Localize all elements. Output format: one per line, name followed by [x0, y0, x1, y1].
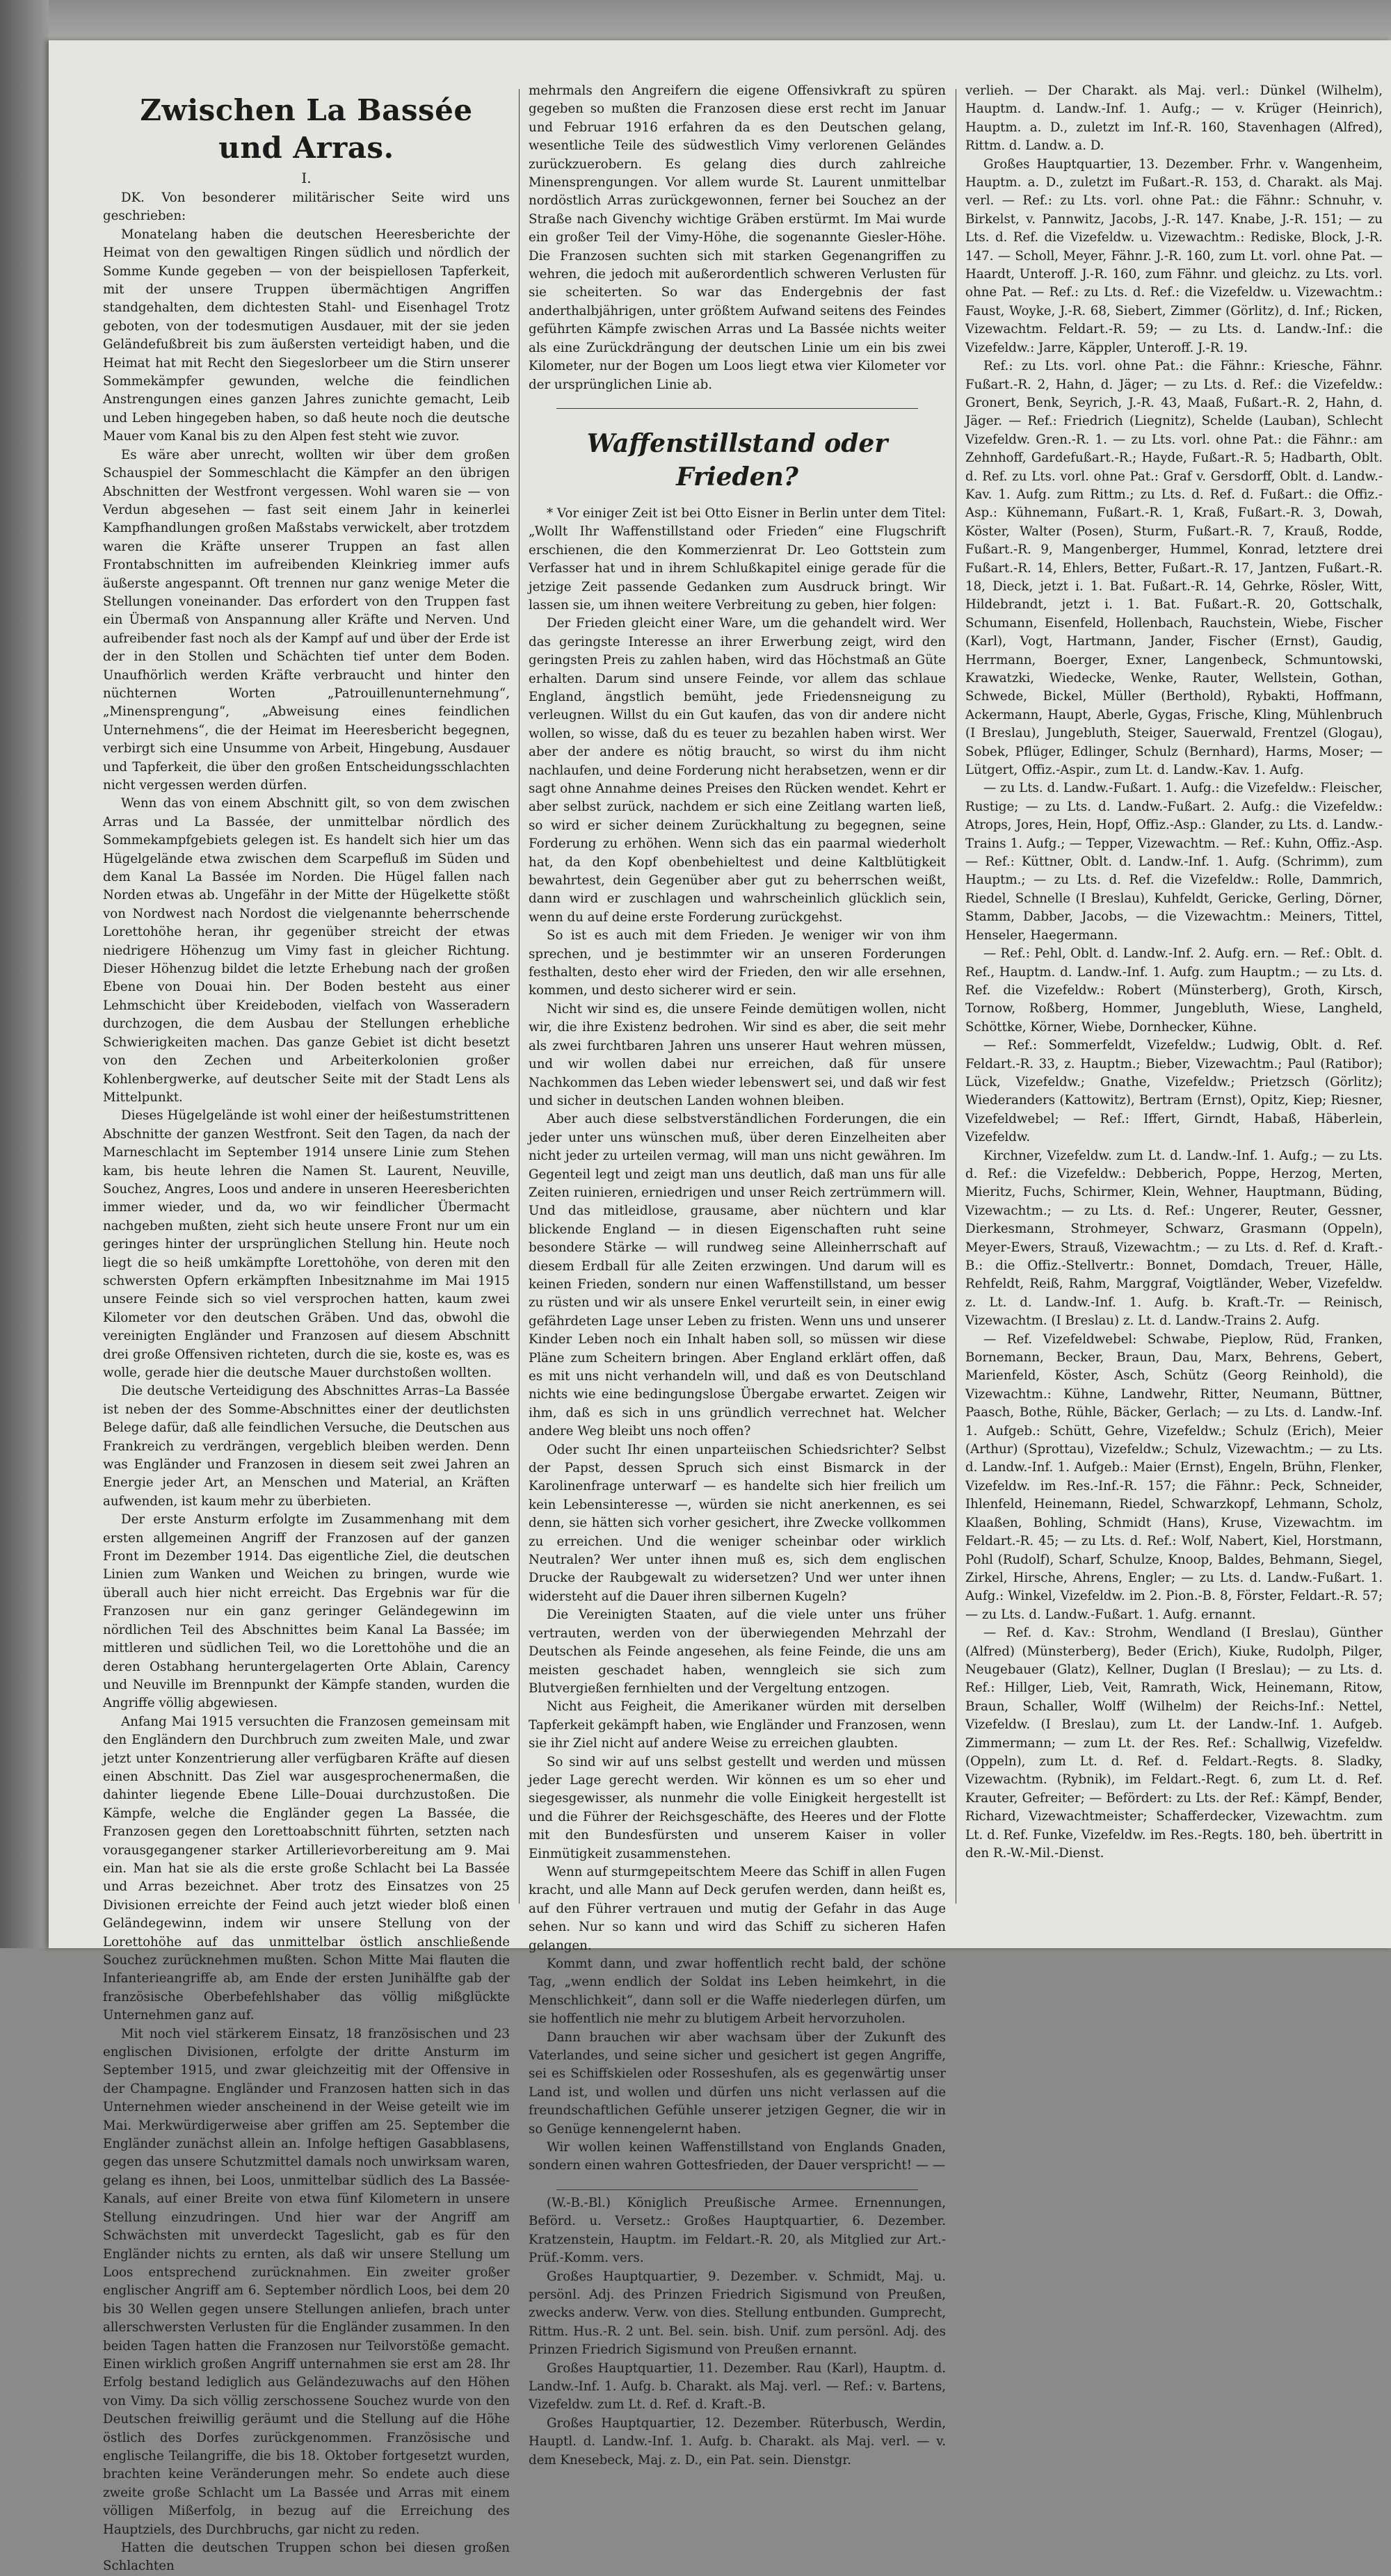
- paragraph: Hatten die deutschen Truppen schon bei diesen großen Schlachten: [103, 2541, 510, 2574]
- paragraph: Wenn auf sturmgepeitschtem Meere das Schiff in allen Fugen kracht, und alle Mann auf Deck gerufen werden, dann heißt es, auf den Führer vertrauen und mutig der Gefahr in das Auge sehen. Nur so kann und wird das Schiff zu sicheren Hafen gelangen.: [529, 1864, 946, 1953]
- column-middle: [529, 82, 946, 2468]
- military-notice: Ref.: zu Lts. vorl. ohne Pat.: die Fähnr.: Kriesche, Fähnr. Fußart.-R. 2, Hahn, d. Jäger; — zu Lts. d. Ref.: die Vizefeldw.: Gronert, Benk, Seyrich, J.-R. 43, Maaß, Fußart.-R. 2, Hahn, d. Jäger. — Ref.: Friedrich (Liegnitz), Schelde (Lauban), Schlecht Vizefeldw. Gren.-R. 1. — zu Lts. vorl. ohne Pat.: die Fähnr.: am Zehnhoff, Gardefußart.-R.; Hayde, Fußart.-R. 5; Hadbarth, Oblt. d. Ref. zu Lts. vorl. ohne Pat.: Graf v. Gersdorff, Oblt. d. Landw.-Kav. 1. Aufg. zum Rittm.; zu Lts. d. Ref. d. Fußart.: die Offiz.-Asp.: Kühnemann, Fußart.-R. 1, Kraß, Fußart.-R. 3, Dowah, Köster, Walter (Posen), Sturm, Fußart.-R. 7, Krauß, Rodde, Fußart.-R. 9, Mangenberger, Hummel, Konrad, letztere drei Fußart.-R. 14, Ehlers, Better, Fußart.-R. 17, Jantzen, Fußart.-R. 18, Dieck, jetzt i. 1. Bat. Fußart.-R. 14, Gehrke, Rösler, Witt, Hildebrandt, jetzt i. 1. Bat. Fußart.-R. 20, Gottschalk, Schumann, Eisenfeld, Hollenbach, Rauchstein, Wiebe, Fischer (Karl), Vogt, Hartmann, Jander, Fischer (Ernst), Gaudig, Herrmann, Boerger, Exner, Langenbeck, Schmuntowski, Krawatzki, Wiedecke, Wenke, Rauter, Wellstein, Gothan, Schwede, Bickel, Müller (Berthold), Rybakti, Hoffmann, Ackermann, Haupt, Aberle, Gygas, Frische, Kling, Mühlenbruch (I Breslau), Jungebluth, Steiger, Sauerwald, Frentzel (Glogau), Sobek, Pflüger, Edlinger, Schulz (Bernhard), Harms, Moser; — Lütgert, Offiz.-Aspir., zum Lt. d. Landw.-Kav. 1. Aufg.: [965, 359, 1383, 778]
- paragraph-continued: mehrmals den Angreifern die eigene Offensivkraft zu spüren gegeben so mußten die Franzosen diese erst recht im Januar und Februar 1916 erfahren da es den Deutschen gelang, wesentliche Teile des südwestlich Vimy verlorenen Geländes zurückzuerobern. Es gelang dies durch zahlreiche Minensprengungen. Vor allem wurde St. Laurent unmittelbar nordöstlich Arras zurückgewonnen, ferner bei Souchez an der Straße nach Givenchy wichtige Gräben erstürmt. Im Mai wurde ein großer Teil der Vimy-Höhe, die sogenannte Giesler-Höhe. Die Franzosen suchten sich mit starken Gegenangriffen zu wehren, die jedoch mit außerordentlich schweren Verlusten für sie scheiterten. So war das Endergebnis der fast anderthalbjährigen, unter größtem Aufwand seitens des Feindes geführten Kämpfe zwischen Arras und La Bassée nichts weiter als eine Zurückdrängung der deutschen Linie um ein bis zwei Kilometer, nur der Bogen um Loos liegt etwa vier Kilometer vor der ursprünglichen Linie ab.: [529, 83, 946, 392]
- paragraph: Kommt dann, und zwar hoffentlich recht bald, der schöne Tag, „wenn endlich der Soldat ins Leben heimkehrt, in die Menschlichkeit“, dann soll er die Waffe niederlegen dürfen, um sie hoffentlich nie mehr zu blutigem Arbeit hervorzuholen.: [529, 1957, 946, 2027]
- column-rule: [519, 89, 520, 1904]
- military-notice: (W.-B.-Bl.) Königlich Preußische Armee. Ernennungen, Beförd. u. Versetz.: Großes Hauptquartier, 6. Dezember. Kratzenstein, Hauptm. im Feldart.-R. 20, als Mitglied zur Art.-Prüf.-Komm. vers.: [529, 2195, 946, 2266]
- paragraph: Mit noch viel stärkerem Einsatz, 18 französischen und 23 englischen Divisionen, erfolgte der dritte Ansturm im September 1915, und zwar gleichzeitig mit der Offensive in der Champagne. Engländer und Franzosen hatten sich in das Unternehmen wieder anscheinend in der Weise geteilt wie im Mai. Merkwürdigerweise aber griffen am 25. September die Engländer zunächst allein an. Infolge heftigen Gasabblasens, gegen das unsere Schutzmittel damals noch unwirksam waren, gelang es ihnen, bei Loos, unmittelbar südlich des La Bassée-Kanals, auf einer Breite von etwa fünf Kilometern in unsere Stellung einzudringen. Und hier war der Angriff am Schwächsten mit unverdeckt Tageslicht, gab es für den Engländer nichts zu ernten, als daß wir unsere Stellung um Loos entsprechend zurücknahmen. Ein zweiter großer englischer Angriff am 6. September nördlich Loos, bei dem 20 bis 30 Wellen gegen unsere Stellungen anliefen, brach unter allerschwersten Verlusten für die Engländer zusammen. In den beiden Tagen hatten die Franzosen nur Teilvorstöße gemacht. Einen wirklich großen Angriff unternahmen sie erst am 28. Ihr Erfolg bestand lediglich aus Geländezuwachs auf den Höhen von Vimy. Da sich völlig zerschossene Souchez wurde von den Deutschen freiwillig geräumt und die Stellung auf die Höhe östlich des Dorfes zurückgenommen. Französische und englische Teilangriffe, die bis 18. Oktober fortgesetzt wurden, brachten keine Veränderungen mehr. So endete auch diese zweite große Schlacht um La Bassée und Arras mit einem völligen Mißerfolg, in bezug auf die Erreichung des Hauptziels, des Durchbruchs, gar nicht zu reden.: [103, 2026, 510, 2537]
- military-notice: — Ref. d. Kav.: Strohm, Wendland (I Breslau), Günther (Alfred) (Münsterberg), Beder (Erich), Kiuke, Rudolph, Pilger, Neugebauer (Glatz), Kellner, Duglan (I Breslau); — zu Lts. d. Ref.: Hillger, Lieb, Veit, Ramrath, Wick, Heinemann, Ritow, Braun, Schaller, Wolff (Wilhelm) der Reichs-Inf.: Nettel, Vizefeldw. (I Breslau), zum Lt. der Landw.-Inf. 1. Aufgeb. Zimmermann; — zum Lt. der Res. Ref.: Schallwig, Vizefeldw. (Oppeln), zum Lt. d. Ref. d. Feldart.-Regts. 8. Sladky, Vizewachtm. (Rybnik), im Feldart.-Regt. 6, zum Lt. d. Ref. Krauter, Gefreiter; — Befördert: zu Lts. der Ref.: Kämpf, Bender, Richard, Vizewachtmeister; Schafferdecker, Vizewachtm. zum Lt. d. Ref. Funke, Vizefeldw. im Res.-Regts. 180, beh. übertritt in den R.-W.-Mil.-Dienst.: [965, 1626, 1383, 1861]
- article-part-number: I.: [301, 170, 312, 186]
- newspaper-page: [49, 40, 1391, 2574]
- column-left: [103, 82, 510, 2574]
- paragraph: Oder sucht Ihr einen unparteiischen Schiedsrichter? Selbst der Papst, dessen Spruch sich einst Bismarck in der Karolinenfrage unterwarf — es handelte sich hier freilich um kein Lebensinteresse —, würden sie nicht anerkennen, es sei denn, sie hätten sich vorher gesichert, ihre Zwecke vollkommen zu erreichen. Und die weniger scheinbar oder wirklich Neutralen? Wer unter ihnen muß es, sich dem englischen Drucke der Raubgewalt zu widersetzen? Und wer unter ihnen widersteht auf die Dauer ihren silbernen Kugeln?: [529, 1442, 946, 1604]
- paragraph: Nicht aus Feigheit, die Amerikaner würden mit derselben Tapferkeit gekämpft haben, wie Engländer und Franzosen, wenn sie ihr Ziel nicht auf andere Weise zu erreichen glaubten.: [529, 1699, 946, 1751]
- paragraph: Monatelang haben die deutschen Heeresberichte der Heimat von den gewaltigen Ringen südlich und nördlich der Somme Kunde gegeben — von der beispiellosen Tapferkeit, mit der unsere Truppen übermächtigen Angriffen standgehalten, dem dichtesten Stahl- und Eisenhagel Trotz geboten, von der todesmutigen Ausdauer, mit der sie jeden Geländefußbreit bis zum äußersten verteidigt haben, und die Heimat hat mit Recht den Siegeslorbeer um die Stirn unserer Sommekämpfer gewunden, welche die feindlichen Anstrengungen eines ganzen Jahres zunichte gemacht, Leib und Leben hingegeben haben, so daß heute noch die deutsche Mauer vom Kanal bis zu den Alpen fest steht wie zuvor.: [103, 227, 510, 444]
- military-notice: — zu Lts. d. Landw.-Fußart. 1. Aufg.: die Vizefeldw.: Fleischer, Rustige; — zu Lts. d. Landw.-Fußart. 2. Aufg.: die Vizefeldw.: Atrops, Jores, Hein, Hopf, Offiz.-Asp.: Glander, zu Lts. d. Landw.-Trains 1. Aufg.; — Tepper, Vizewachtm. — Ref.: Kuhn, Offiz.-Asp. — Ref.: Küttner, Oblt. d. Landw.-Inf. 1. Aufg. (Schrimm), zum Hauptm.; — zu Lts. d. Ref. die Vizefeldw.: Rolle, Dammrich, Riedel, Schnelle (I Breslau), Kuhfeldt, Gericke, Gerling, Dörner, Stamm, Dabber, Jacobs, — die Vizewachtm.: Meiners, Tittel, Henseler, Haegermann.: [965, 781, 1383, 943]
- paragraph: Nicht wir sind es, die unsere Feinde demütigen wollen, nicht wir, die ihre Existenz bedrohen. Wir sind es aber, die seit mehr als zwei furchtbaren Jahren uns unserer Haut wehren müssen, und wir wollen dabei nur erreichen, daß für unsere Nachkommen das Leben wieder lebenswert sei, und daß wir fest und sicher in deutschen Landen wohnen bleiben.: [529, 1001, 946, 1108]
- military-notice: verlieh. — Der Charakt. als Maj. verl.: Dünkel (Wilhelm), Hauptm. d. Landw.-Inf. 1. Aufg.; — v. Krüger (Heinrich), Hauptm. a. D., zuletzt im Inf.-R. 160, Stavenhagen (Alfred), Rittm. d. Landw. a. D.: [965, 83, 1383, 154]
- paragraph: Anfang Mai 1915 versuchten die Franzosen gemeinsam mit den Engländern den Durchbruch zum zweiten Male, und zwar jetzt unter Konzentrierung aller verfügbaren Kräfte auf diesen einen Abschnitt. Das Ziel war ausgesprochenermaßen, die dahinter liegende Ebene Lille–Douai durchzustoßen. Die Kämpfe, welche die Engländer gegen La Bassée, die Franzosen gegen den Lorettoabschnitt führten, setzten nach vorausgegangener starker Artillerievorbereitung am 9. Mai ein. Man hat sie als die erste große Schlacht bei La Bassée und Arras bezeichnet. Aber trotz des Einsatzes von 25 Divisionen erreichte der Feind auch jetzt wieder bloß einen Geländegewinn, indem wir unsere Stellung von der Lorettohöhe auf das unmittelbar östlich anschließende Souchez zurücknehmen mußten. Schon Mitte Mai flauten die Infanterieangriffe ab, am Ende der ersten Junihälfte gab der französische Oberbefehlshaber das völlig mißglückte Unternehmen ganz auf.: [103, 1714, 510, 2023]
- article-headline: Zwischen La Bassée und Arras.: [140, 93, 473, 165]
- article-headline: Waffenstillstand oder Frieden?: [586, 428, 888, 492]
- article-separator: [556, 2189, 918, 2190]
- paragraph: Der erste Ansturm erfolgte im Zusammenhang mit dem ersten allgemeinen Angriff der Franzosen auf der ganzen Front im Dezember 1914. Das eigentliche Ziel, die deutschen Linien zum Wanken und Weichen zu bringen, wurde wie überall auch hier nicht erreicht. Das Ergebnis war für die Franzosen nur ein ganz geringer Geländegewinn im nördlichen Teil des Abschnittes beim Kanal La Bassée; im mittleren und südlichen Teil, wo die Lorettohöhe und die an deren Ostabhang heruntergelagerten Orte Ablain, Carency und Neuville im Brennpunkt der Kämpfe standen, wurden die Angriffe völlig abgewiesen.: [103, 1512, 510, 1711]
- military-notice: Großes Hauptquartier, 13. Dezember. Frhr. v. Wangenheim, Hauptm. a. D., zuletzt im Fußart.-R. 153, d. Charakt. als Maj. verl. — Ref.: zu Lts. vorl. ohne Pat.: die Fähnr.: Schnuhr, v. Birkelst, v. Pannwitz, Jacobs, J.-R. 147. Knabe, J.-R. 151; — zu Lts. d. Ref. die Vizefeldw. u. Vizewachtm.: Rediske, Block, J.-R. 147. — Scholl, Meyer, Fähnr. J.-R. 160, zum Lt. vorl. ohne Pat. — Haardt, Unteroff. J.-R. 160, zum Fähnr. und gleichz. zu Lts. vorl. ohne Pat. — Ref.: zu Lts. d. Ref.: die Vizefeldw. u. Vizewachtm.: Faust, Woyke, J.-R. 68, Siebert, Zimmer (Görlitz), d. Inf.; Ricken, Vizewachtm. Feldart.-R. 59; — zu Lts. d. Landw.-Inf.: die Vizefeldw.: Jarre, Käppler, Unteroff. J.-R. 19.: [965, 156, 1383, 355]
- military-notice: Kirchner, Vizefeldw. zum Lt. d. Landw.-Inf. 1. Aufg.; — zu Lts. d. Ref.: die Vizefeldw.: Debberich, Poppe, Herzog, Merten, Mieritz, Fuchs, Schirmer, Klein, Wehner, Hauptmann, Büding, Vizewachtm.; — zu Lts. d. Ref.: Ungerer, Reuter, Gessner, Dierkesmann, Strohmeyer, Schwarz, Grasmann (Oppeln), Meyer-Ewers, Strauß, Vizewachtm.; — zu Lts. d. Ref. d. Kraft.-B.: die Offiz.-Stellvertr.: Bonnet, Domdach, Treuer, Hälle, Rehfeldt, Reiß, Rahm, Marggraf, Voigtländer, Weber, Vizefeldw. z. Lt. d. Landw.-Inf. 1. Aufg. b. Kraft.-Tr. — Reinisch, Vizewachtm. (I Breslau) z. Lt. d. Landw.-Trains 2. Aufg.: [965, 1148, 1383, 1329]
- paragraph: So sind wir auf uns selbst gestellt und werden und müssen jeder Lage gerecht werden. Wir können es um so eher und siegesgewisser, als nunmehr die volle Einigkeit hergestellt ist und die Führer der Reichsgeschäfte, des Heeres und der Flotte mit den Bundesfürsten und unserem Kaiser in voller Einmütigkeit zusammenstehen.: [529, 1754, 946, 1861]
- military-notice: Großes Hauptquartier, 12. Dezember. Rüterbusch, Werdin, Hauptl. d. Landw.-Inf. 1. Aufg. b. Charakt. als Maj. verl. — v. dem Knesebeck, Maj. z. D., ein Pat. sein. Dienstgr.: [529, 2415, 946, 2468]
- military-notice: — Ref.: Sommerfeldt, Vizefeldw.; Ludwig, Oblt. d. Ref. Feldart.-R. 33, z. Hauptm.; Bieber, Vizewachtm.; Paul (Ratibor); Lück, Vizefeldw.; Gnathe, Vizefeldw.; Prietzsch (Görlitz); Wiederanders (Kattowitz), Bertram (Ernst), Opitz, Kiep; Riesner, Vizefeldwebel; — Ref.: Iffert, Girndt, Habaß, Häberlein, Vizefeldw.: [965, 1038, 1383, 1145]
- paragraph: Dann brauchen wir aber wachsam über der Zukunft des Vaterlandes, und seine sicher und gesichert ist gegen Angriffe, sei es Schiffskielen oder Rosseshufen, als es gegenwärtig unser Land ist, und wollen und dürfen uns nicht verlassen auf die freundschaftlichen Gefühle unserer jetzigen Gegner, die wir in so Genüge kennengelernt haben.: [529, 2030, 946, 2137]
- paragraph: So ist es auch mit dem Frieden. Je weniger wir von ihm sprechen, und je bestimmter wir an unseren Forderungen festhalten, desto eher wird der Frieden, den wir alle ersehnen, kommen, und desto sicherer wird er sein.: [529, 928, 946, 998]
- binding-edge: [0, 0, 49, 1948]
- paragraph: Aber auch diese selbstverständlichen Forderungen, die ein jeder unter uns wünschen muß, über deren Einzelheiten aber nicht jeder zu urteilen vermag, will man uns nicht gewähren. Im Gegenteil legt und zeigt man uns deutlich, daß man uns für alle Zeiten ruinieren, erniedrigen und unser Reich zertrümmern will. Und das mitleidlose, grausame, aber nüchtern und klar blickende England — in diesen Eigenschaften ruht seine besondere Stärke — will rundweg seine Alleinherrschaft auf diesem Erdball für alle Zeiten erzwingen. Und darum will es keinen Frieden, sondern nur einen Waffenstillstand, um besser zu rüsten und wir als unsere Enkel verurteilt sein, in einer ewig gefährdeten Lage unser Leben zu fristen. Wenn uns und unserer Kinder Leben noch ein Inhalt haben soll, so müssen wir diese Pläne zum Scheitern bringen. Aber England erklärt offen, daß es mit uns nicht verhandeln will, und daß es von Deutschland nichts wie eine bedingungslose Übergabe erwartet. Zeigen wir ihm, daß es sich in uns gründlich verrechnet hat. Welcher andere Weg bleibt uns noch offen?: [529, 1112, 946, 1439]
- military-notice: — Ref.: Pehl, Oblt. d. Landw.-Inf. 2. Aufg. ern. — Ref.: Oblt. d. Ref., Hauptm. d. Landw.-Inf. 1. Aufg. zum Hauptm.; — zu Lts. d. Ref. die Vizefeldw.: Robert (Münsterberg), Groth, Kirsch, Tornow, Roßberg, Hommer, Jungebluth, Wiese, Langheld, Schöttke, Körner, Wiebe, Dornhecker, Kühne.: [965, 946, 1383, 1035]
- scan-top-margin: [49, 0, 1391, 40]
- paragraph: DK. Von besonderer militärischer Seite wird uns geschrieben:: [103, 191, 510, 224]
- paragraph: Die deutsche Verteidigung des Abschnittes Arras–La Bassée ist neben der des Somme-Abschnittes einer der deutlichsten Belege dafür, daß alle feindlichen Versuche, die Deutschen aus Frankreich zu verdrängen, vergeblich bleiben werden. Denn was Engländer und Franzosen in diesem seit zwei Jahren an Energie jeder Art, an Menschen und Material, an Kräften aufwenden, ist kaum mehr zu überbieten.: [103, 1384, 510, 1509]
- military-notice: Großes Hauptquartier, 11. Dezember. Rau (Karl), Hauptm. d. Landw.-Inf. 1. Aufg. b. Charakt. als Maj. verl. — Ref.: v. Bartens, Vizefeldw. zum Lt. d. Ref. d. Kraft.-B.: [529, 2360, 946, 2413]
- column-right: [965, 82, 1383, 1911]
- paragraph: * Vor einiger Zeit ist bei Otto Eisner in Berlin unter dem Titel: „Wollt Ihr Waffenstillstand oder Frieden“ eine Flugschrift erschienen, die den Kommerzienrat Dr. Leo Gottstein zum Verfasser hat und in ihrem Schlußkapitel einige gerade für die jetzige Zeit passende Gedanken zum Ausdruck bringt. Wir lassen sie, um ihnen weitere Verbreitung zu geben, hier folgen:: [529, 505, 946, 613]
- paragraph: Wir wollen keinen Waffenstillstand von Englands Gnaden, sondern einen wahren Gottesfrieden, der Dauer verspricht! — —: [529, 2140, 946, 2173]
- paragraph: Die Vereinigten Staaten, auf die viele unter uns früher vertrauten, werden von der überwiegenden Mehrzahl der Deutschen als Feinde angesehen, als feine Feinde, die uns am meisten geschadet haben, wenngleich sie sich zum Blutvergießen fernhielten und der Vergeltung entzogen.: [529, 1607, 946, 1696]
- paragraph: Der Frieden gleicht einer Ware, um die gehandelt wird. Wer das geringste Interesse an ihrer Erwerbung zeigt, wird den geringsten Preis zu zahlen haben, wird das Höchstmaß an Güte erhalten. Darum sind unsere Feinde, vor allem das schlaue England, ängstlich bemüht, jede Friedensneigung zu verleugnen. Willst du ein Gut kaufen, das von dir andere nicht wollen, so wisse, daß du es teuer zu bezahlen haben wirst. Wer aber der andere es nötig braucht, so wirst du ihm nicht nachlaufen, und deine Forderung nicht herabsetzen, wenn er dir sagt ohne Annahme deines Preises den Rücken wendet. Kehrt er aber selbst zurück, nachdem er sich eine Zeitlang warten ließ, so wird er sicher deinem Zurückhaltung zu begegnen, seine Forderung zu erhöhen. Wenn sich das ein paarmal wiederholt hat, da den Kopf obenbehieltest und deine Kaltblütigkeit bewahrtest, dein Gegenüber aber gut zu beherrschen weißt, dann wird er zuschlagen und wahrscheinlich glücklich sein, wenn du auf deine erste Forderung zurückgehst.: [529, 616, 946, 925]
- paragraph: Wenn das von einem Abschnitt gilt, so von dem zwischen Arras und La Bassée, der unmittelbar nördlich des Sommekampfgebiets gelegen ist. Es handelt sich hier um das Hügelgelände etwa zwischen dem Scarpefluß im Süden und dem Kanal La Bassée im Norden. Die Hügel fallen nach Norden etwas ab. Ungefähr in der Mitte der Hügelkette stößt von Nordwest nach Nordost die vielgenannte beherrschende Lorettohöhe heran, ihr gegenüber streicht der etwas niedrigere Höhenzug um Vimy fast in gleicher Richtung. Dieser Höhenzug bildet die letzte Erhebung nach der großen Ebene von Douai hin. Der Boden besteht aus einer Lehmschicht über Kreideboden, vielfach von Wasseradern durchzogen, die dem Ausbau der Stellungen erhebliche Schwierigkeiten machen. Das ganze Gebiet ist dicht besetzt von den Zechen und Arbeiterkolonien großer Kohlenbergwerke, auf deutscher Seite mit der Stadt Lens als Mittelpunkt.: [103, 796, 510, 1105]
- article-separator: [556, 408, 918, 409]
- paragraph: Es wäre aber unrecht, wollten wir über dem großen Schauspiel der Sommeschlacht die Kämpfer an den übrigen Abschnitten der Westfront vergessen. Wohl waren sie — von Verdun abgesehen — fast seit einem Jahr in keinerlei Kampfhandlungen großen Maßstabs verwickelt, aber trotzdem waren die Kräfte unserer Truppen an fast allen Frontabschnitten im aufreibenden Kleinkrieg immer aufs äußerste angespannt. Oft trennen nur ganz wenige Meter die Stellungen voneinander. Das erfordert von den Truppen fast ein Übermaß von Anspannung aller Kräfte und Nerven. Und aufreibender fast noch als der Kampf auf und über der Erde ist der in den Stollen und Schächten tief unter dem Boden. Unaufhörlich werden Kräfte verbraucht und hinter den nüchternen Worten „Patrouillenunternehmung“, „Minensprengung“, „Abweisung eines feindlichen Unternehmens“, die der Heimat im Heeresbericht begegnen, verbirgt sich eine Unsumme von Arbeit, Hingebung, Ausdauer und Tapferkeit, die über den großen Entscheidungsschlachten nicht vergessen werden dürfen.: [103, 447, 510, 793]
- military-notice: Großes Hauptquartier, 9. Dezember. v. Schmidt, Maj. u. persönl. Adj. des Prinzen Friedrich Sigismund von Preußen, zwecks anderw. Verw. von dies. Stellung entbunden. Gumprecht, Rittm. Hus.-R. 2 unt. Bel. sein. bish. Unif. zum persönl. Adj. des Prinzen Friedrich Sigismund von Preußen ernannt.: [529, 2269, 946, 2358]
- paragraph: Dieses Hügelgelände ist wohl einer der heißestumstrittenen Abschnitte der ganzen Westfront. Seit den Tagen, da nach der Marneschlacht im September 1914 unsere Linie zum Stehen kam, bis heute lehren die Namen St. Laurent, Neuville, Souchez, Angres, Loos und andere in unseren Heeresberichten immer wieder, und da, wo wir feindlicher Übermacht nachgeben mußten, zieht sich heute unsere Front nur um ein geringes hinter der ursprünglichen Stellung hin. Heute noch liegt die so heiß umkämpfte Lorettohöhe, von deren mit den schwersten Opfern erkämpften Inbesitznahme im Mai 1915 unsere Feinde sich so viel versprochen hatten, kaum zwei Kilometer vor den deutschen Gräben. Und das, obwohl die vereinigten Engländer und Franzosen auf diesem Abschnitt drei große Offensiven richteten, durch die sie, koste es, was es wolle, gerade hier die deutsche Mauer durchstoßen wollten.: [103, 1108, 510, 1380]
- military-notice: — Ref. Vizefeldwebel: Schwabe, Pieplow, Rüd, Franken, Bornemann, Becker, Braun, Dau, Marx, Behrens, Gebert, Marienfeld, Köster, Asch, Schütz (Georg Reinhold), die Vizewachtm.: Kühne, Landwehr, Ritter, Neumann, Büttner, Paasch, Bothe, Rühle, Bäcker, Gerlach; — zu Lts. d. Landw.-Inf. 1. Aufgeb.: Schütt, Gehre, Vizefeldw.; Schulz (Erich), Meier (Arthur) (Sprottau), Vizefeldw.; Schulz, Vizewachtm.; — zu Lts. d. Landw.-Inf. 1. Aufgeb.: Maier (Ernst), Engeln, Brühn, Flenker, Vizefeldw. im Res.-Inf.-R. 157; die Fähnr.: Peck, Schneider, Ihlenfeld, Heinemann, Riedel, Schwarzkopf, Lehmann, Scholz, Klaaßen, Bohling, Schmidt (Hans), Kruse, Vizewachtm. im Feldart.-R. 45; — zu Lts. d. Ref.: Wolf, Nabert, Kiel, Horstmann, Pohl (Rudolf), Scharf, Schulze, Knoop, Baldes, Behmann, Siegel, Zirkel, Hirsche, Ahrens, Engler; — zu Lts. d. Landw.-Fußart. 1. Aufg.: Winkel, Vizefeldw. im 2. Pion.-B. 8, Förster, Feldart.-R. 57; — zu Lts. d. Landw.-Fußart. 1. Aufg. ernannt.: [965, 1331, 1383, 1622]
